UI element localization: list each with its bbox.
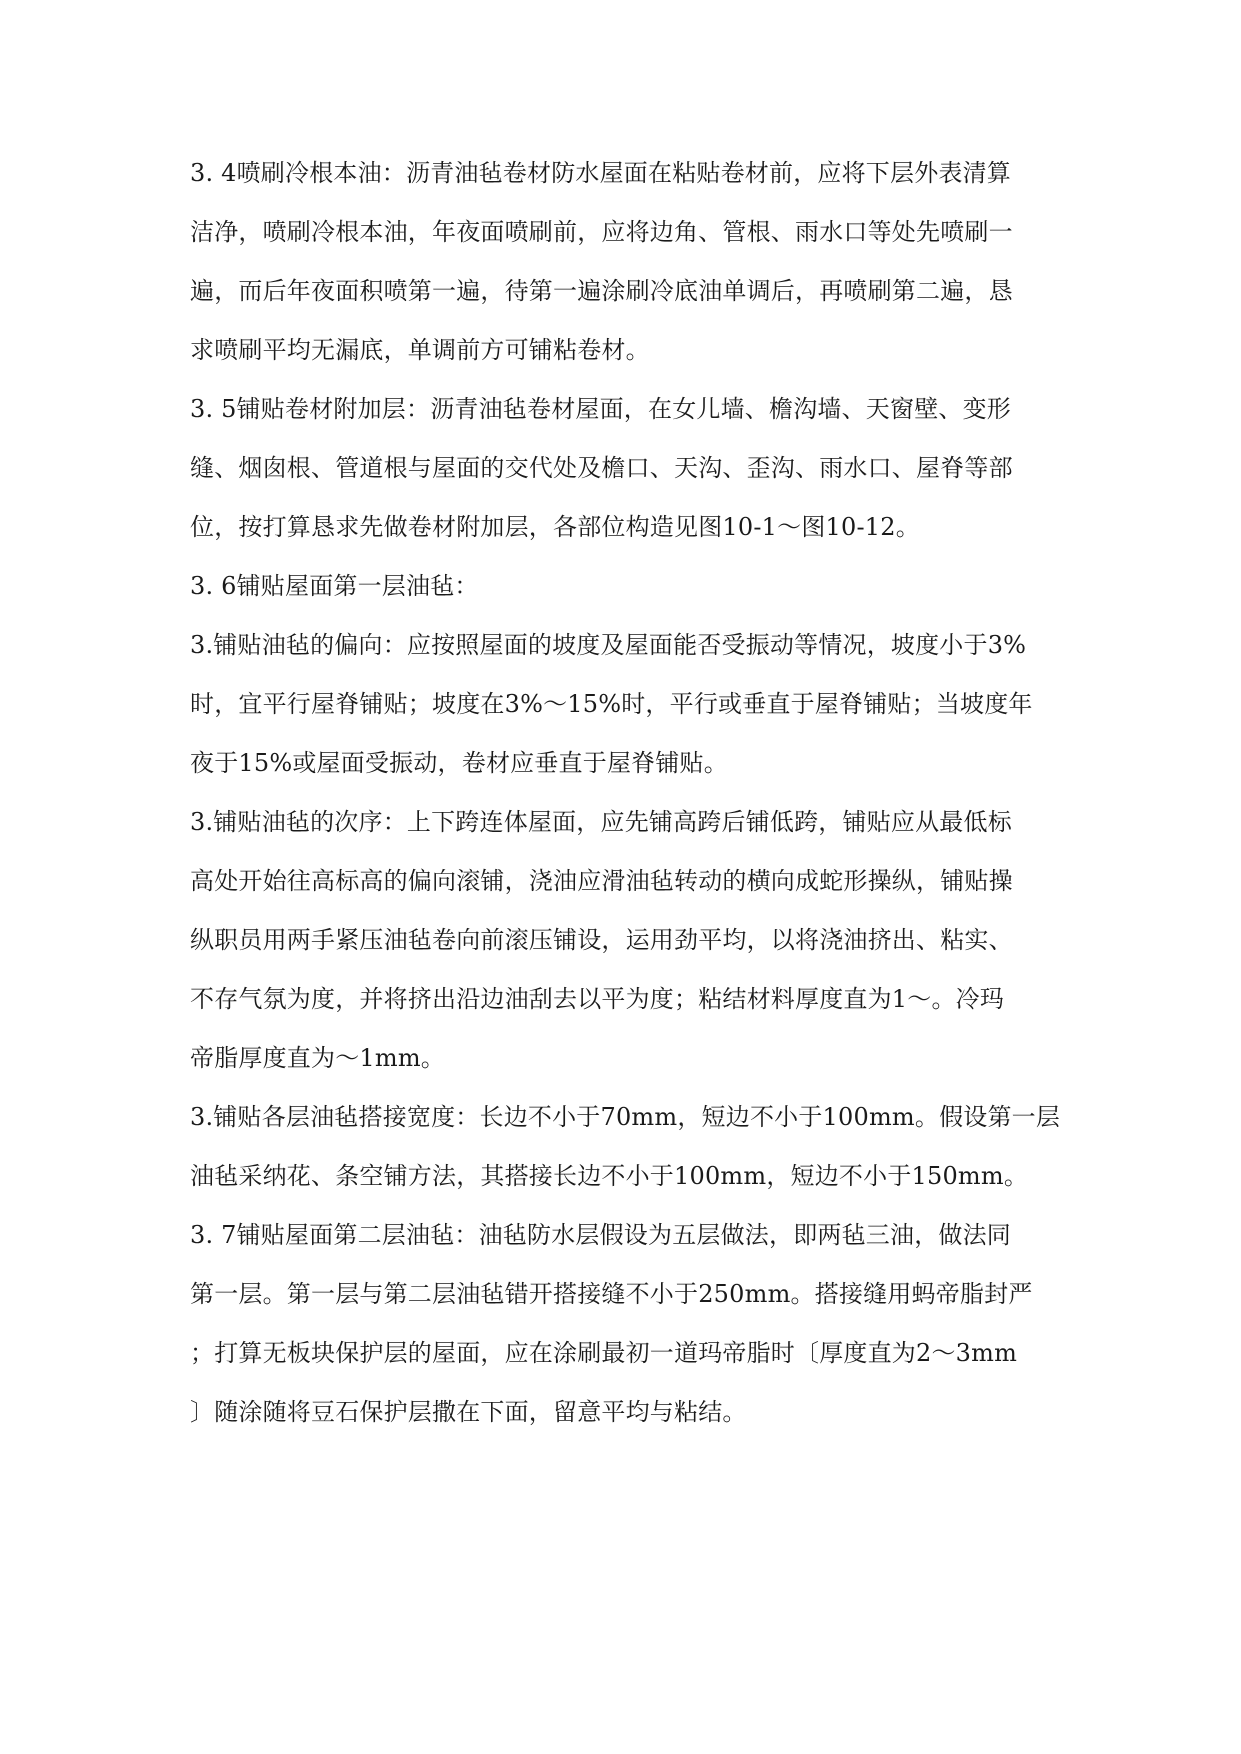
text-line: 位，按打算恳求先做卷材附加层，各部位构造见图10-1～图10-12。 bbox=[190, 513, 920, 541]
text-line: 3. 6铺贴屋面第一层油毡： bbox=[190, 572, 479, 600]
text-line: 洁净，喷刷冷根本油，年夜面喷刷前，应将边角、管根、雨水口等处先喷刷一 bbox=[190, 218, 1013, 246]
text-line: 3. 5铺贴卷材附加层：沥青油毡卷材屋面，在女儿墙、檐沟墙、天窗壁、变形 bbox=[190, 395, 1011, 423]
text-line: 第一层。第一层与第二层油毡错开搭接缝不小于250mm。搭接缝用蚂帝脂封严 bbox=[190, 1280, 1033, 1308]
text-line: 3. 7铺贴屋面第二层油毡：油毡防水层假设为五层做法，即两毡三油，做法同 bbox=[190, 1221, 1011, 1249]
text-line: 求喷刷平均无漏底，单调前方可铺粘卷材。 bbox=[190, 336, 650, 364]
text-line: 高处开始往高标高的偏向滚铺，浇油应滑油毡转动的横向成蛇形操纵，铺贴操 bbox=[190, 867, 1013, 895]
text-line: 时，宜平行屋脊铺贴；坡度在3%～15%时，平行或垂直于屋脊铺贴；当坡度年 bbox=[190, 690, 1033, 718]
text-line: 不存气氛为度，并将挤出沿边油刮去以平为度；粘结材料厚度直为1～。冷玛 bbox=[190, 985, 1005, 1013]
text-line: 纵职员用两手紧压油毡卷向前滚压铺设，运用劲平均，以将浇油挤出、粘实、 bbox=[190, 926, 1013, 954]
text-line: 油毡采纳花、条空铺方法，其搭接长边不小于100mm，短边不小于150mm。 bbox=[190, 1162, 1029, 1190]
text-line: 缝、烟囱根、管道根与屋面的交代处及檐口、天沟、歪沟、雨水口、屋脊等部 bbox=[190, 454, 1013, 482]
text-line: 3. 4喷刷冷根本油：沥青油毡卷材防水屋面在粘贴卷材前，应将下层外表清算 bbox=[190, 159, 1011, 187]
text-line: 3.铺贴油毡的偏向：应按照屋面的坡度及屋面能否受振动等情况，坡度小于3% bbox=[190, 631, 1027, 659]
text-line: 〕随涂随将豆石保护层撒在下面，留意平均与粘结。 bbox=[190, 1398, 747, 1426]
text-line: ；打算无板块保护层的屋面，应在涂刷最初一道玛帝脂时〔厚度直为2～3mm bbox=[190, 1339, 1018, 1367]
text-line: 帝脂厚度直为～1mm。 bbox=[190, 1044, 445, 1072]
text-line: 3.铺贴各层油毡搭接宽度：长边不小于70mm，短边不小于100mm。假设第一层 bbox=[190, 1103, 1061, 1131]
text-line: 夜于15%或屋面受振动，卷材应垂直于屋脊铺贴。 bbox=[190, 749, 728, 777]
text-line: 遍，而后年夜面积喷第一遍，待第一遍涂刷冷底油单调后，再喷刷第二遍，恳 bbox=[190, 277, 1013, 305]
text-line: 3.铺贴油毡的次序：上下跨连体屋面，应先铺高跨后铺低跨，铺贴应从最低标 bbox=[190, 808, 1012, 836]
